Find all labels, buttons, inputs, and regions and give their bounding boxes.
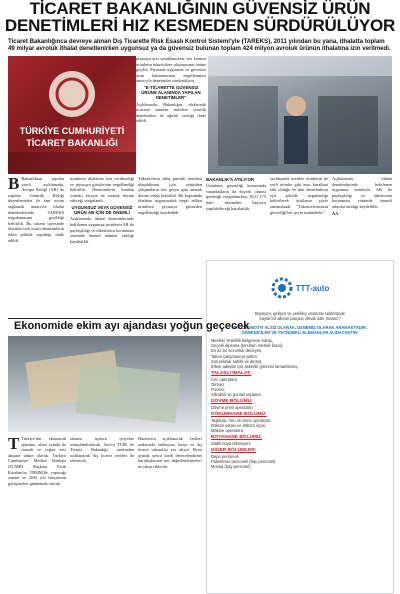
article-column-7 <box>332 176 392 256</box>
ad-intro-2: büyük bir ailenin parçası olmak ister misiniz? <box>259 316 341 321</box>
article-column-6 <box>270 176 328 256</box>
ad-item: Paketleme personeli (bay personel) <box>211 459 276 465</box>
section2-drop-cap: T <box>8 436 20 453</box>
section2-col1-text: Türkiye'nin ekonomik ajandası, ekim ayında da önemli ve yoğun veri akışına sahne olacak. Türkiye Cumhuriyet Merkez Bankası (TCMB) Başkanı Fatih Karahan'ın TBMM'de yapacağı sunum ve 2026 yılı bütçesinin görüşmeleri gündemde olacak. <box>8 436 66 486</box>
headline-line2: DENETİMLERİ HIZ KESMEDEN SÜRDÜRÜLÜYOR <box>4 16 396 35</box>
ministry-sign-photo <box>8 56 136 174</box>
article-col2b-text: Açıklamada, ithalat denetimlerinde belirlenen uygunsuz ürünlerin AB ile paylaşıldığı ve tüketicinin korunması yönünde önemli adımlar atıldığı kaydedildi. <box>70 216 134 244</box>
section2-headline: Ekonomide ekim ayı ajandası yoğun geçecek <box>14 320 250 332</box>
sign-text-line1: TÜRKİYE CUMHURİYETİ <box>19 126 125 136</box>
ministry-emblem-icon <box>8 56 136 174</box>
ad-section-paint: BOYAHANE BÖLÜMÜ: <box>211 435 262 441</box>
ad-item: Montaj (bay personel) <box>211 464 251 470</box>
ad-item: Depo personeli <box>211 454 239 460</box>
ad-requirement: Mesleki Yeterlilik Belgesine Sahip, <box>211 338 273 343</box>
ad-requirement: Geçerli diploma (tercihen meslek lisesi), <box>211 343 284 349</box>
article-column-2 <box>70 176 134 314</box>
store-shelves-photo <box>208 56 392 174</box>
article-col1-text: Bakanlıktan yapılan yazılı açıklamada, Avrupa Birliği (AB) ile yapılan Gümrük Birliği düzenlemeleri ile tam uyum sağlamak amacıyla ithalat denetimlerinde TAREKS uygulamasına geçildiği belirtildi. Bu sistem sayesinde ithalatta risk esaslı denetimlerin etkin şekilde yapıldığı ifade edildi. <box>8 176 64 243</box>
store-scene-graphic <box>208 56 392 174</box>
lede-paragraph: Ticaret Bakanlığınca devreye alınan Dış Ticarette Risk Esaslı Kontrol Sistemi'yle (TAREKS), 2011 yılından bu yana, ithalatta toplam 49 milyar avroluk ithalat denetlenirken uygunsuz ya da güvensiz bulunan toplam 424 milyon avroluk ürünün ithalatına izin verilmedi. <box>8 38 391 53</box>
ad-item: Cnc operatörü <box>211 377 237 383</box>
ad-item: Dövme presi operatörü <box>211 405 253 411</box>
article-col5-text: Ürünlerin güvenliği konusunda vatandaşların da duyarlı olması gerektiği vurgulanırken, ALO 175 hattı üzerinden başvuru yapılabileceği hatırlatıldı. <box>206 183 266 211</box>
ad-item: Frezeci <box>211 387 225 393</box>
article-column-5 <box>206 176 266 256</box>
ad-requirement: Sorumluluk sahibi ve dürüst, <box>211 358 263 364</box>
ad-item: Makine operatörü, <box>211 428 244 434</box>
section-divider <box>8 318 202 319</box>
ad-section-machining: TALAŞLI İMALAT: <box>211 371 252 377</box>
article-col3-text: piyasaya arzı yasaklanırken, söz konusu ürünlerin tüketicilere ulaşmasının önüne geçildi. Piyasada uygunsuz ve güvensiz ürün bulunmasının engellenmesi amacıyla denetimler sürdürülüyor. <box>136 56 206 84</box>
article-col3b-text: Açıklamada, Bakanlığın, elektronik ticarette sunulan ürünlere yönelik denetimlere de ağırlık verdiği ifade edildi. <box>136 101 206 124</box>
ad-requirement: En az bir sezonluk deneyim, <box>211 348 263 354</box>
ad-subheadline: ÖĞRENİCİLER VE TECRÜBELİ ELEMANLAR ALINACAKTIR. <box>241 330 359 335</box>
ad-item: Statik boya teknisyeni <box>211 441 251 447</box>
article-subhead-ecommerce: "E-TİCARETTE GÜVENSİZ ÜRÜNE ALANINDA YAPILAN DENETİMLER" <box>141 84 201 101</box>
article-col6b-text: Açıklamada, ithalat denetimlerinde belirlenen uygunsuz ürünlerin AB ile paylaşıldığı ve tüketicinin korunması yönünde önemli adımlar atıldığı kaydedildi. <box>332 176 392 209</box>
article-col6-text: yurtdışında üretilen ürünlerin de yerli ürünler gibi aynı kurallara tabi olduğu ve tüm denetimlerin eşit şekilde uygulandığı belirtilerek açıklama şöyle tamamlandı: "Tüketicilerimizin güvenliği her şeyin üstündedir." <box>270 176 328 215</box>
banknotes-photo <box>8 336 202 432</box>
article-subhead-ab: UYGUNSUZ VEYA GÜVENSİZ ÜRÜN AB İÇİN DE ÖNEMLİ <box>71 204 133 216</box>
article-column-3 <box>136 56 206 174</box>
ad-requirements-list <box>207 338 393 369</box>
ad-item: Silindirik ve puntalı taşlama <box>211 392 261 398</box>
article-col4-text: Tüketicilerin daha güvenli ürünlere ulaşabilmesi için yürütülen çalışmaların her geçen gün artarak devam ettiği belirtildi. Bu kapsamda ithalatta uygunsuzluk tespit edilen ürünlerin piyasaya girmeden engellendiği kaydedildi. <box>138 176 202 215</box>
banknotes-graphic <box>8 336 202 432</box>
article-signature: AA <box>332 210 339 216</box>
article-col2-text: ürünlerin ithalatına izin verilmediği ve piyasaya girişlerinin engellendiği belirtildi. Denetimlerin bundan sonraki süreçte de artarak devam edeceği vurgulandı. <box>70 176 134 204</box>
ad-headline: TTT OTOMOTİV ALSIZ OLARAK, DENEMİŞ OLARAK ARAMAKTADIR. <box>233 325 367 330</box>
ad-section-forging: DÖVME BÖLÜMÜ: <box>211 399 253 405</box>
ad-intro-1: Büyüyen, gelişen ve yenilikçi otomotiv sektöründe <box>254 311 346 316</box>
job-advertisement <box>206 260 394 594</box>
ad-requirement: Erkek adaylar için askerlik görevini tamamlamış. <box>211 364 299 370</box>
headline-line1: TİCARET BAKANLIĞININ GÜVENSİZ ÜRÜN <box>29 0 371 18</box>
ad-brand-name: TTT-auto <box>295 283 330 293</box>
ad-item: Döküm ustası ve döküm işçisi, <box>211 423 267 429</box>
section2-col3-text: Haziran'ın açıklanacak verileri aralarında enflasyon, bütçe ve dış ticaret rakamları yer alıyor. Ekim ayında ayrıca kredi derecelendirme kuruluşlarının not değerlendirmeleri de takip edilecek. <box>138 436 202 469</box>
section2-column-2 <box>70 436 134 592</box>
ad-section-other: DİĞER BÖLÜMLER: <box>211 448 257 454</box>
ad-section-foundry: DÖKÜMHANE BÖLÜMÜ: <box>211 412 267 418</box>
drop-cap: B <box>8 176 20 193</box>
ad-requirement: Takım çalışmasına yatkın, <box>211 353 259 359</box>
article-column-1 <box>8 176 64 314</box>
section2-col2-text: rakamı üçüncü çeyrekte sonuçlandırılacak. Ayrıca TÜİK ile Ticaret Bakanlığı tarafından açıklanacak dış ticaret verileri de izlenecek. <box>70 436 134 464</box>
article-subhead-bakanlik: BAKANLIK'A ATILIYOR <box>206 177 255 182</box>
sign-text-line2: TİCARET BAKANLIĞI <box>26 138 118 148</box>
section2-column-3 <box>138 436 202 592</box>
article-column-4 <box>138 176 202 314</box>
gear-logo-icon <box>271 277 293 299</box>
ad-logo <box>207 277 393 299</box>
ad-item: Taşlama, fırın ve vince operatörü, <box>211 418 272 424</box>
ad-item: Tornacı <box>211 382 225 388</box>
section2-column-1 <box>8 436 66 592</box>
